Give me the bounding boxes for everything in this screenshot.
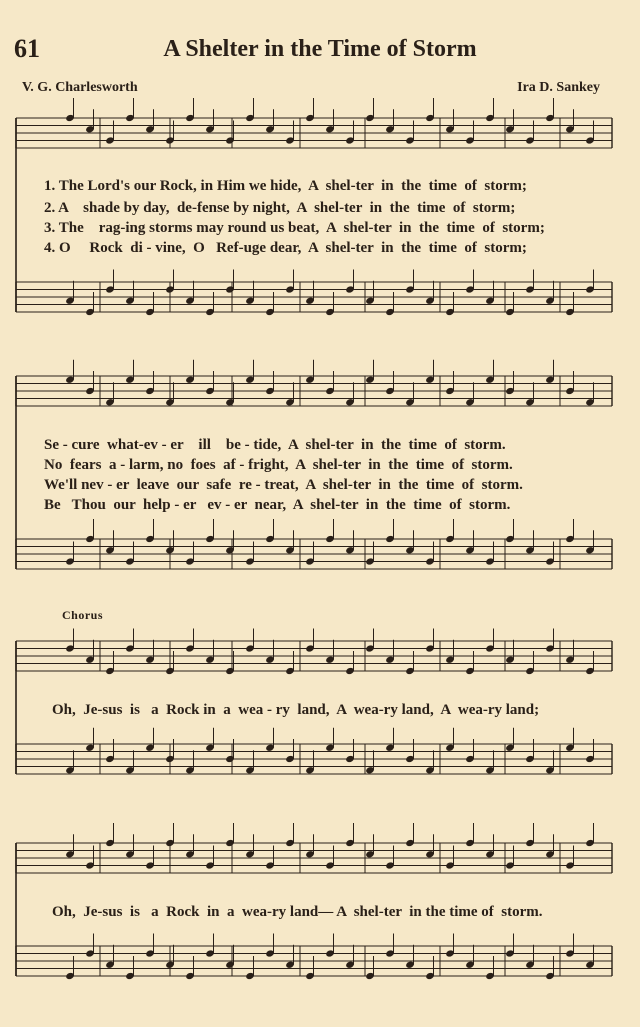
music-credit: Ira D. Sankey <box>517 80 600 95</box>
words-credit: V. G. Charlesworth <box>22 80 138 95</box>
verse-3-line-2: We'll nev - er leave our safe re - treat, A shel-ter in the time of storm. <box>44 477 523 493</box>
chorus-line-2: Oh, Je-sus is a Rock in a wea-ry land— A shel-ter in the time of storm. <box>52 904 543 920</box>
verse-3-line-1: 3. The rag-ing storms may round us beat, A shel-ter in the time of storm; <box>44 220 545 236</box>
hymn-title: A Shelter in the Time of Storm <box>163 36 477 62</box>
verse-4-line-1: 4. O Rock di - vine, O Ref-uge dear, A shel-ter in the time of storm; <box>44 240 527 256</box>
hymn-number: 61 <box>14 34 40 63</box>
verse-1-line-1: 1. The Lord's our Rock, in Him we hide, A shel-ter in the time of storm; <box>44 178 527 194</box>
chorus-line-1: Oh, Je-sus is a Rock in a wea - ry land, A wea-ry land, A wea-ry land; <box>52 702 540 718</box>
verse-4-line-2: Be Thou our help - er ev - er near, A shel-ter in the time of storm. <box>44 497 511 513</box>
verse-2-line-2: No fears a - larm, no foes af - fright, A shel-ter in the time of storm. <box>44 457 513 473</box>
verse-2-line-1: 2. A shade by day, de-fense by night, A shel-ter in the time of storm; <box>44 200 516 216</box>
chorus-label: Chorus <box>62 608 104 622</box>
verse-1-line-2: Se - cure what-ev - er ill be - tide, A shel-ter in the time of storm. <box>44 437 506 453</box>
